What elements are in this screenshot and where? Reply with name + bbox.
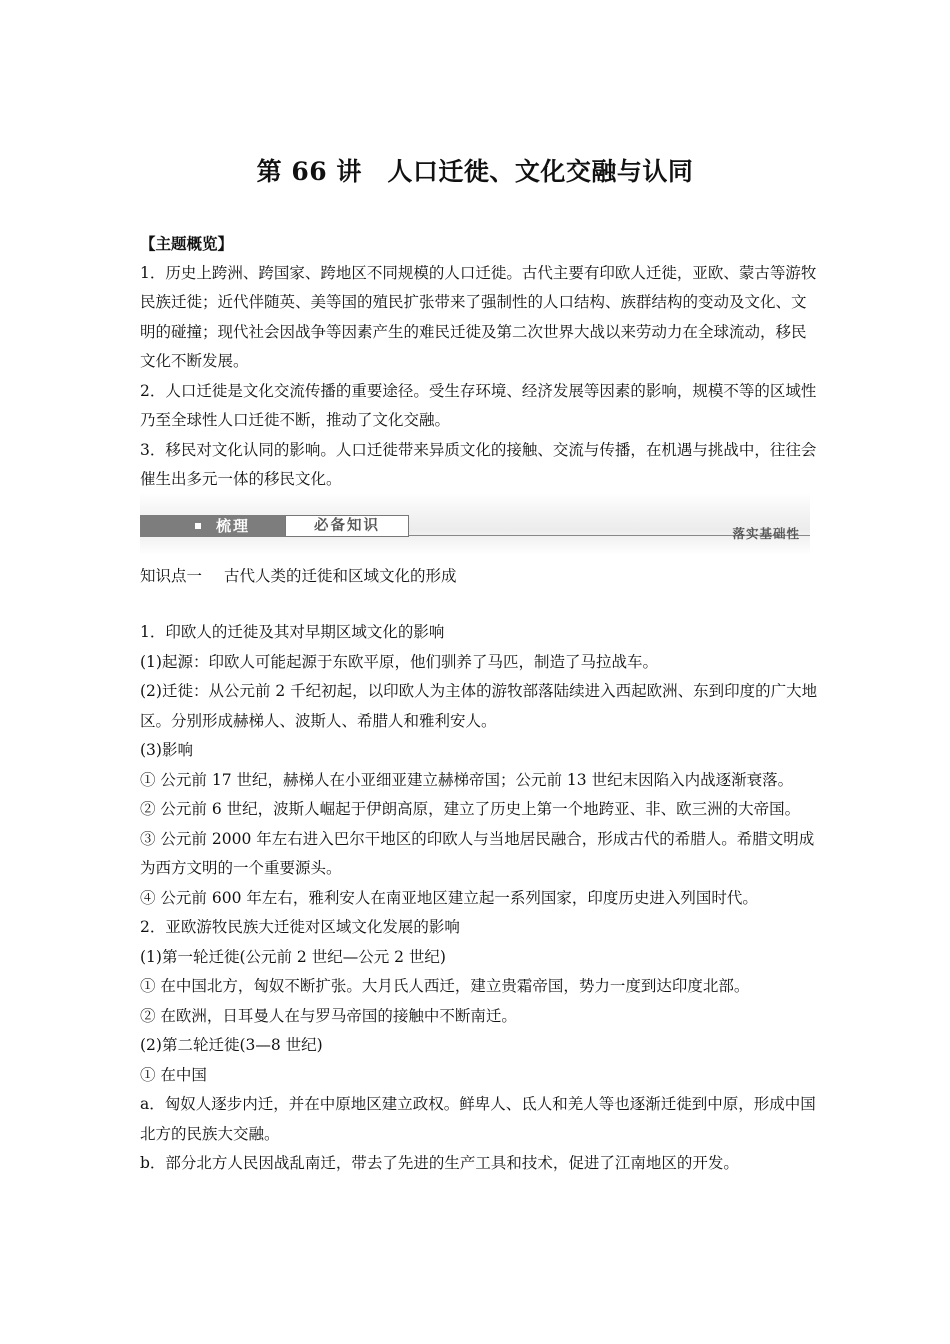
body-line: 2．亚欧游牧民族大迁徙对区域文化发展的影响: [140, 918, 460, 936]
body-line: ② 公元前 6 世纪，波斯人崛起于伊朗高原，建立了历史上第一个地跨亚、非、欧三洲的大帝国。: [140, 800, 801, 818]
body-line: (2)迁徙：从公元前 2 千纪初起，以印欧人为主体的游牧部落陆续进入西起欧洲、东到印度的广大地区。分别形成赫梯人、波斯人、希腊人和雅利安人。: [140, 682, 818, 730]
banner-dark-bar: [140, 515, 285, 537]
body-line: (1)起源：印欧人可能起源于东欧平原，他们驯养了马匹，制造了马拉战车。: [140, 652, 658, 671]
page-title: 第 66 讲 人口迁徙、文化交融与认同: [256, 157, 694, 186]
knowledge-point-title: 古代人类的迁徙和区域文化的形成: [224, 567, 457, 585]
body-line: a．匈奴人逐步内迁，并在中原地区建立政权。鲜卑人、氐人和羌人等也逐渐迁徙到中原，形成中国北方的民族大交融。: [140, 1095, 816, 1143]
section-banner: [140, 493, 810, 555]
overview-paragraph: 1．历史上跨洲、跨国家、跨地区不同规模的人口迁徙。古代主要有印欧人迁徙，亚欧、蒙古等游牧民族迁徙；近代伴随英、美等国的殖民扩张带来了强制性的人口结构、族群结构的变动及文化、文明的碰撞；现代社会因战争等因素产生的难民迁徙及第二次世界大战以来劳动力在全球流动，移民文化不断发展。: [140, 263, 817, 370]
overview-heading: 【主题概览】: [140, 234, 234, 253]
body-line: 1．印欧人的迁徙及其对早期区域文化的影响: [140, 623, 445, 641]
body-line: (3)影响: [140, 741, 193, 759]
body-line: ① 在中国: [140, 1065, 207, 1084]
banner-right-label: 落实基础性: [732, 526, 800, 541]
body-line: ① 公元前 17 世纪，赫梯人在小亚细亚建立赫梯帝国；公元前 13 世纪末因陷入内战逐渐衰落。: [140, 770, 794, 789]
body-line: (1)第一轮迁徙(公元前 2 世纪—公元 2 世纪): [140, 947, 446, 966]
banner-box-label: 必备知识: [285, 515, 409, 537]
body-line: ③ 公元前 2000 年左右进入巴尔干地区的印欧人与当地居民融合，形成古代的希腊人。希腊文明成为西方文明的一个重要源头。: [140, 829, 815, 877]
square-bullet-icon: [195, 523, 201, 529]
overview-paragraph: 2．人口迁徙是文化交流传播的重要途径。受生存环境、经济发展等因素的影响，规模不等的区域性乃至全球性人口迁徙不断，推动了文化交融。: [140, 381, 817, 429]
body-line: b．部分北方人民因战乱南迁，带去了先进的生产工具和技术，促进了江南地区的开发。: [140, 1154, 739, 1172]
topic-overview: [140, 229, 820, 495]
body-line: ④ 公元前 600 年左右，雅利安人在南亚地区建立起一系列国家，印度历史进入列国时代。: [140, 888, 758, 907]
body-line: ① 在中国北方，匈奴不断扩张。大月氏人西迁，建立贵霜帝国，势力一度到达印度北部。: [140, 977, 750, 995]
knowledge-body: [140, 618, 820, 1179]
overview-paragraph: 3．移民对文化认同的影响。人口迁徙带来异质文化的接触、交流与传播，在机遇与挑战中，往往会催生出多元一体的移民文化。: [140, 440, 817, 488]
knowledge-point-number: 知识点一: [140, 567, 203, 585]
body-line: (2)第二轮迁徙(3—8 世纪): [140, 1036, 323, 1054]
banner-left-label: 梳理: [216, 517, 251, 535]
body-line: ② 在欧洲，日耳曼人在与罗马帝国的接触中不断南迁。: [140, 1006, 517, 1025]
knowledge-point-heading: [140, 562, 457, 591]
